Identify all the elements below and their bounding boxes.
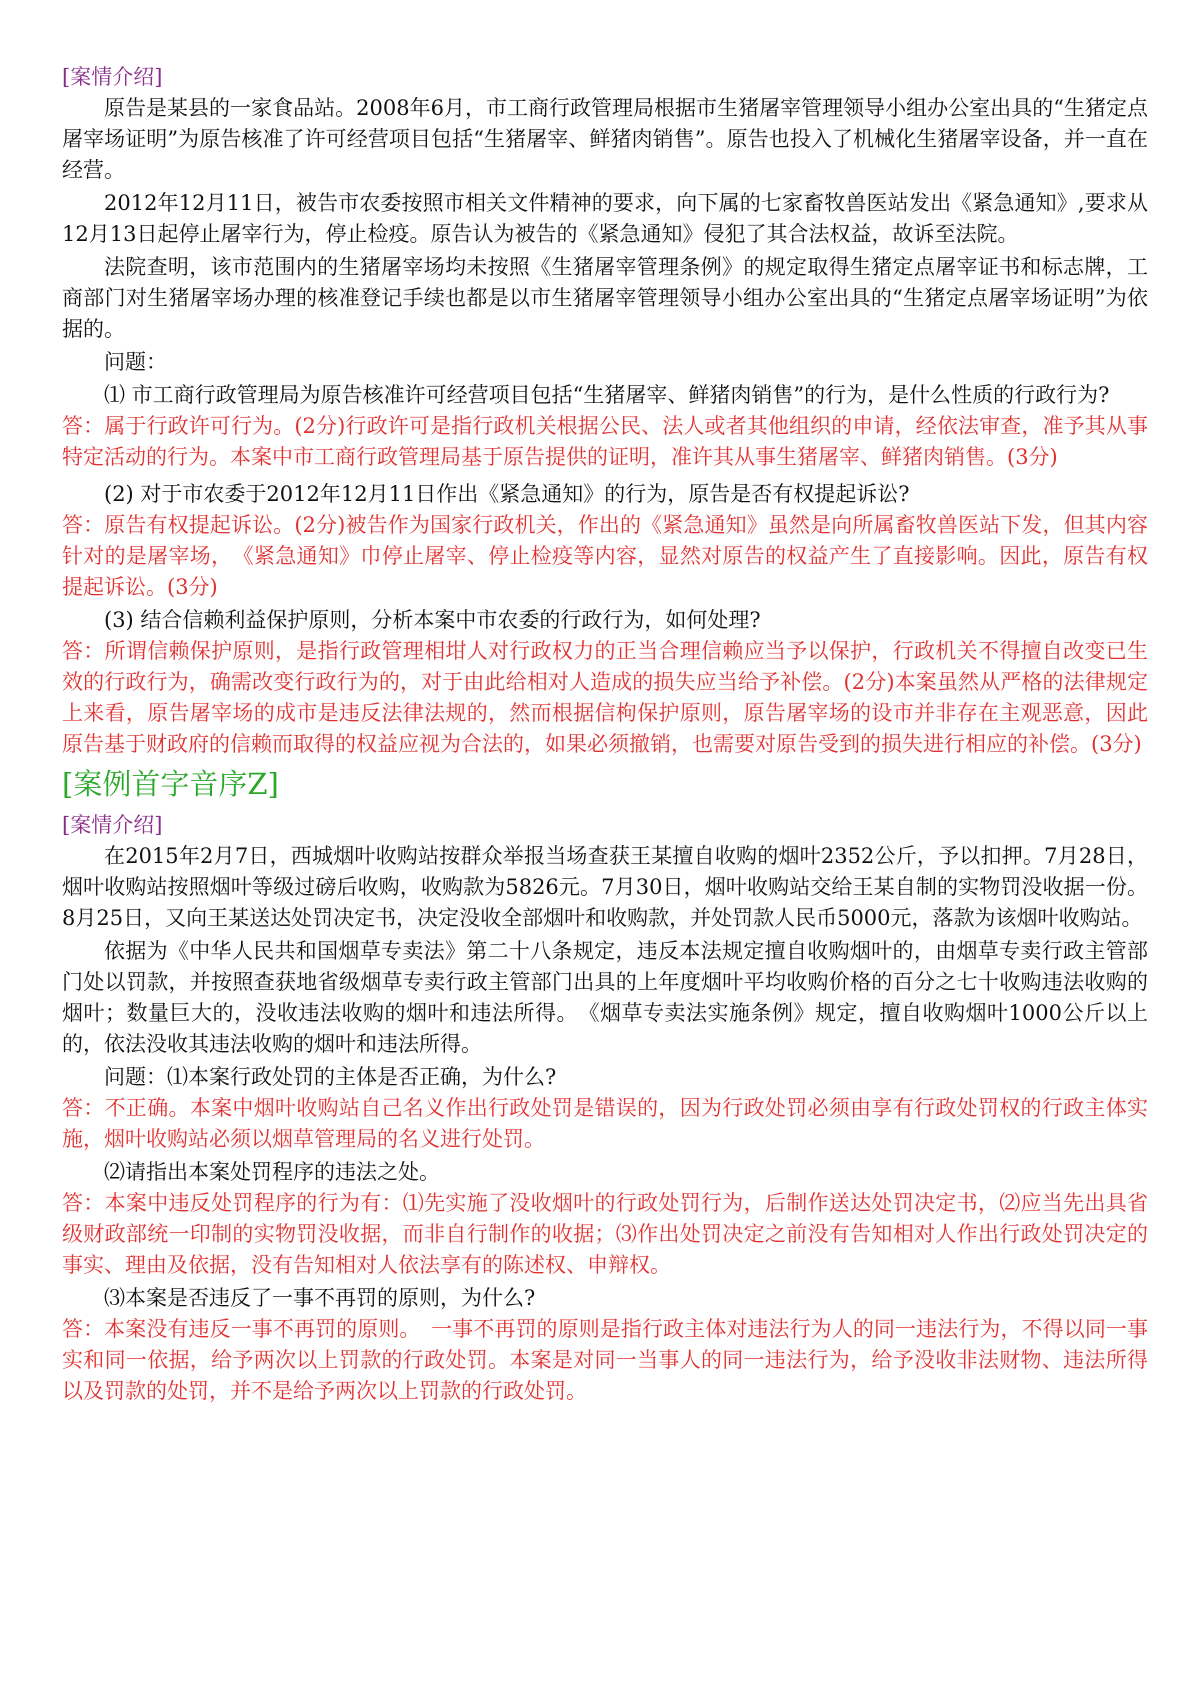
case-paragraph: 法院查明，该市范围内的生猪屠宰场均未按照《生猪屠宰管理条例》的规定取得生猪定点屠宰证书和标志牌，工商部门对生猪屠宰场办理的核准登记手续也都是以市生猪屠宰管理领导小组办公室出具的“生猪定点屠宰场证明”为依据的。 <box>62 255 1148 341</box>
answer: 答：原告有权提起诉讼。(2分)被告作为国家行政机关，作出的《紧急通知》虽然是向所属畜牧兽医站下发，但其内容针对的是屠宰场， 《紧急通知》巾停止屠宰、停止检疫等内容，显然对原告的权益产生了直接影响。因此，原告有权提起诉讼。(3分) <box>62 513 1148 599</box>
answer: 答：属于行政许可行为。(2分)行政许可是指行政机关根据公民、法人或者其他组织的申请，经依法审查，准予其从事特定活动的行为。本案中市工商行政管理局基于原告提供的证明，准许其从事生猪屠宰、鲜猪肉销售。(3分) <box>62 414 1148 469</box>
question: (2) 对于市农委于2012年12月11日作出《紧急通知》的行为，原告是否有权提起诉讼? <box>104 482 910 506</box>
question: (3) 结合信赖利益保护原则，分析本案中市农委的行政行为，如何处理? <box>104 608 761 632</box>
document-page <box>62 62 1148 1407</box>
case-paragraph: 2012年12月11日，被告市农委按照市相关文件精神的要求，向下属的七家畜牧兽医站发出《紧急通知》,要求从12月13日起停止屠宰行为，停止检疫。原告认为被告的《紧急通知》侵犯了其合法权益，故诉至法院。 <box>62 191 1148 246</box>
case-paragraph: 依据为《中华人民共和国烟草专卖法》第二十八条规定，违反本法规定擅自收购烟叶的，由烟草专卖行政主管部门处以罚款，并按照查获地省级烟草专卖行政主管部门出具的上年度烟叶平均收购价格的百分之七十收购违法收购的烟叶；数量巨大的，没收违法收购的烟叶和违法所得。 《烟草专卖法实施条例》规定，擅自收购烟叶1000公斤以上的，依法没收其违法收购的烟叶和违法所得。 <box>62 939 1148 1056</box>
case-intro-label: [案情介绍] <box>62 65 163 89</box>
answer: 答：本案没有违反一事不再罚的原则。 一事不再罚的原则是指行政主体对违法行为人的同一违法行为，不得以同一事实和同一依据，给予两次以上罚款的行政处罚。本案是对同一当事人的同一违法行为，给予没收非法财物、违法所得以及罚款的处罚，并不是给予两次以上罚款的行政处罚。 <box>62 1317 1148 1403</box>
answer: 答：本案中违反处罚程序的行为有：⑴先实施了没收烟叶的行政处罚行为，后制作送达处罚决定书，⑵应当先出具省级财政部统一印制的实物罚没收据，而非自行制作的收据；⑶作出处罚决定之前没有告知相对人作出行政处罚决定的事实、理由及依据，没有告知相对人依法享有的陈述权、申辩权。 <box>62 1191 1148 1277</box>
questions-label: 问题： <box>104 350 167 374</box>
answer: 答：不正确。本案中烟叶收购站自己名义作出行政处罚是错误的，因为行政处罚必须由享有行政处罚权的行政主体实施，烟叶收购站必须以烟草管理局的名义进行处罚。 <box>62 1096 1148 1151</box>
answer: 答：所谓信赖保护原则，是指行政管理相坩人对行政权力的正当合理信赖应当予以保护，行政机关不得擅自改变已生效的行政行为，确需改变行政行为的，对于由此给相对人造成的损失应当给予补偿。(2分)本案虽然从严格的法律规定上来看，原告屠宰场的成市是违反法律法规的，然而根据信枸保护原则，原告屠宰场的设市并非存在主观恶意，因此原告基于财政府的信赖而取得的权益应视为合法的，如果必须撤销，也需要对原告受到的损失进行相应的补偿。(3分) <box>62 639 1148 756</box>
question: ⑴ 市工商行政管理局为原告核准许可经营项目包括“生猪屠宰、鲜猪肉销售”的行为，是什么性质的行政行为? <box>104 383 1110 407</box>
question: ⑶本案是否违反了一事不再罚的原则，为什么? <box>104 1286 536 1310</box>
case-paragraph: 在2015年2月7日，西城烟叶收购站按群众举报当场查获王某擅自收购的烟叶2352公斤，予以扣押。7月28日，烟叶收购站按照烟叶等级过磅后收购，收购款为5826元。7月30日，烟叶收购站交给王某自制的实物罚没收据一份。8月25日，又向王某送达处罚决定书，决定没收全部烟叶和收购款，并处罚款人民币5000元，落款为该烟叶收购站。 <box>62 844 1148 930</box>
question: ⑵请指出本案处罚程序的违法之处。 <box>104 1160 440 1184</box>
case-paragraph: 原告是某县的一家食品站。2008年6月，市工商行政管理局根据市生猪屠宰管理领导小组办公室出具的“生猪定点屠宰场证明”为原告核准了许可经营项目包括“生猪屠宰、鲜猪肉销售”。原告也投入了机械化生猪屠宰设备，并一直在经营。 <box>62 96 1148 182</box>
case-intro-label: [案情介绍] <box>62 813 163 837</box>
section-heading: [案例首字音序Z] <box>62 767 279 801</box>
question: 问题：⑴本案行政处罚的主体是否正确，为什么? <box>104 1065 557 1089</box>
